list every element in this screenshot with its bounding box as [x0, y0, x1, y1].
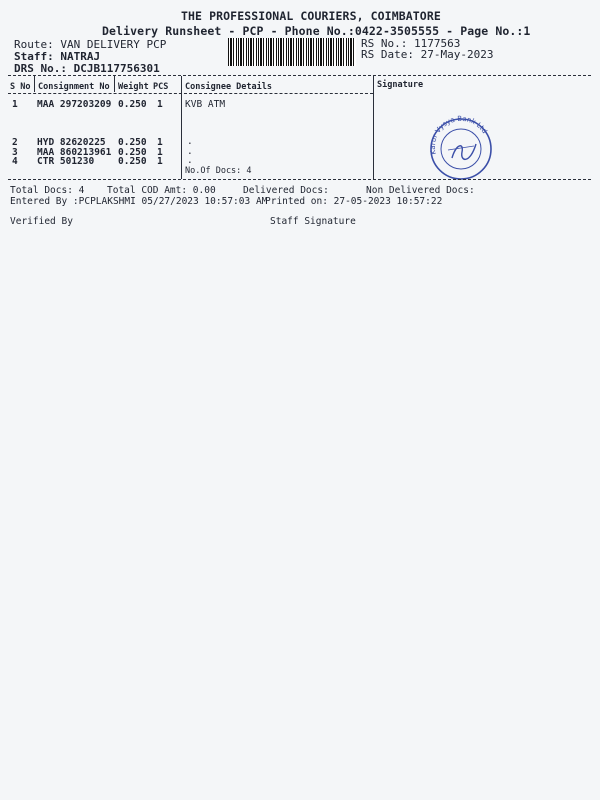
col-header-consignment: Consignment No: [38, 82, 110, 92]
drs-number: DRS No.: DCJB117756301: [14, 62, 160, 75]
row1-weight: 0.250: [118, 99, 147, 110]
col-header-signature: Signature: [377, 80, 424, 90]
col-header-pcs: PCS: [153, 82, 169, 92]
col-divider: [373, 76, 374, 179]
total-docs: Total Docs: 4: [10, 185, 85, 196]
rs-number: RS No.: 1177563: [361, 37, 461, 50]
staff-label: Staff: NATRAJ: [14, 50, 101, 63]
row3-sno: 3: [12, 147, 18, 158]
row4-consignment: CTR 501230: [37, 156, 95, 167]
row1-sno: 1: [12, 99, 18, 110]
row4-consignee: .: [187, 155, 193, 166]
barcode: [228, 38, 356, 66]
row4-sno: 4: [12, 156, 18, 167]
route-label: Route: VAN DELIVERY PCP: [14, 38, 167, 51]
printed-on: Printed on: 27-05-2023 10:57:22: [265, 196, 443, 207]
col-divider: [114, 76, 115, 92]
svg-text:Karur Vysya Bank Ltd: Karur Vysya Bank Ltd: [428, 114, 489, 156]
row2-pcs: 1: [157, 137, 163, 148]
runsheet-subtitle: Delivery Runsheet - PCP - Phone No.:0422-3505555 - Page No.:1: [102, 24, 531, 38]
bank-seal-stamp: [426, 114, 496, 184]
row2-sno: 2: [12, 137, 18, 148]
row2-weight: 0.250: [118, 137, 147, 148]
col-divider: [181, 76, 182, 179]
row1-pcs: 1: [157, 99, 163, 110]
row3-consignment: MAA 860213961: [37, 147, 112, 158]
col-header-sno: S No: [10, 82, 31, 92]
row3-weight: 0.250: [118, 147, 147, 158]
rs-date: RS Date: 27-May-2023: [361, 48, 494, 61]
table-header-divider: [8, 93, 373, 94]
row4-pcs: 1: [157, 156, 163, 167]
no-of-docs: No.Of Docs: 4: [185, 166, 252, 176]
col-header-consignee: Consignee Details: [185, 82, 272, 92]
non-delivered-docs: Non Delivered Docs:: [366, 185, 475, 196]
col-divider: [34, 76, 35, 92]
verified-by: Verified By: [10, 216, 73, 227]
row1-consignment: MAA 297203209: [37, 99, 112, 110]
row2-consignment: HYD 82620225: [37, 137, 106, 148]
staff-signature: Staff Signature: [270, 216, 356, 227]
row2-consignee: .: [187, 136, 193, 147]
company-name: THE PROFESSIONAL COURIERS, COIMBATORE: [181, 9, 441, 23]
row3-consignee: .: [187, 146, 193, 157]
entered-by: Entered By :PCPLAKSHMI 05/27/2023 10:57:03 AM: [10, 196, 268, 207]
total-cod-amount: Total COD Amt: 0.00: [107, 185, 216, 196]
table-top-divider: [8, 75, 591, 76]
col-header-weight: Weight: [118, 82, 149, 92]
row3-pcs: 1: [157, 147, 163, 158]
row4-weight: 0.250: [118, 156, 147, 167]
delivered-docs: Delivered Docs:: [243, 185, 329, 196]
table-bottom-divider: [8, 179, 591, 180]
row1-consignee: KVB ATM: [185, 99, 226, 110]
